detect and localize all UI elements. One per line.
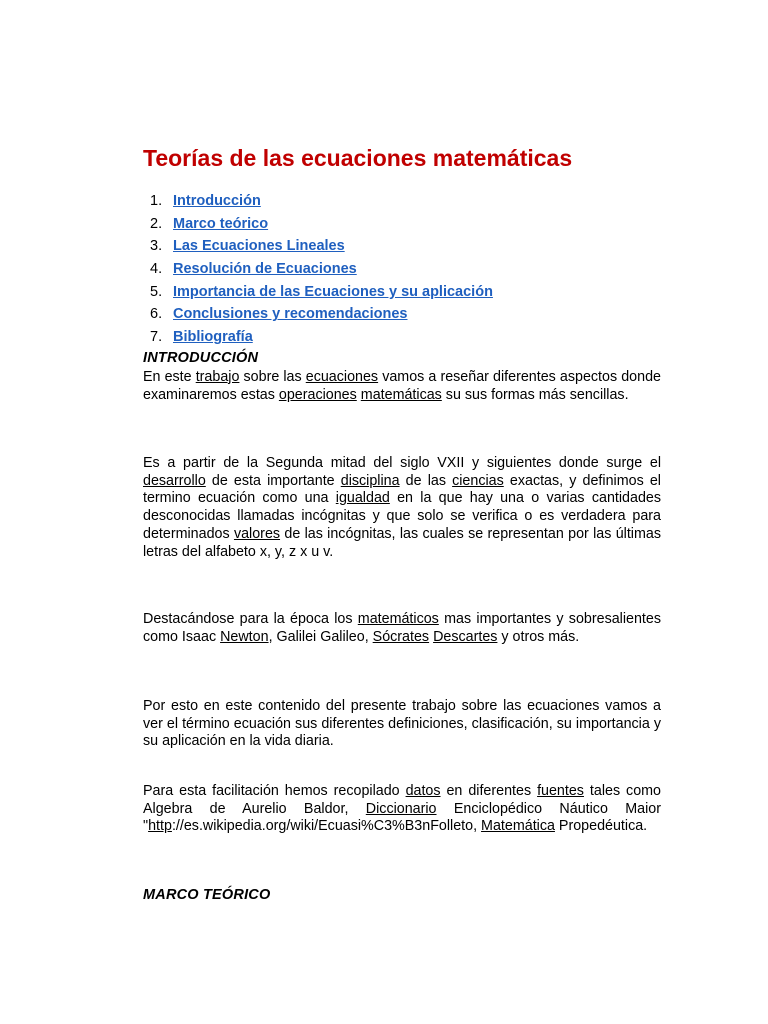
document-title: Teorías de las ecuaciones matemáticas — [143, 145, 573, 171]
toc-number: 2. — [150, 215, 163, 232]
section-heading-introduccion: INTRODUCCIÓN — [143, 350, 259, 366]
paragraph-text: Es a partir de la Segunda mitad del siglo VXII y siguientes donde surge el — [143, 455, 661, 471]
link-matematicas[interactable]: matemáticas — [360, 386, 442, 403]
intro-paragraph-4 — [143, 698, 661, 751]
paragraph-text: Por esto en este contenido del presente trabajo sobre las ecuaciones vamos a ver el término ecuación sus diferentes definiciones, clasificación, su importancia y su aplicación en la vida diaria. — [143, 698, 661, 750]
section-heading-marco-teorico: MARCO TEÓRICO — [143, 887, 271, 903]
paragraph-text: , Galilei Galileo, — [268, 628, 373, 645]
intro-paragraph-5 — [143, 783, 661, 836]
paragraph-text: en diferentes — [440, 783, 538, 799]
toc-link-introduccion[interactable]: Introducción — [173, 193, 261, 209]
link-http[interactable]: http — [148, 818, 172, 835]
toc-item-bibliografia — [150, 327, 493, 350]
link-fuentes[interactable]: fuentes — [537, 783, 584, 799]
toc-link-ecuaciones-lineales[interactable]: Las Ecuaciones Lineales — [173, 238, 345, 255]
intro-paragraph-3 — [143, 611, 661, 646]
toc-link-importancia[interactable]: Importancia de las Ecuaciones y su aplicación — [173, 283, 493, 300]
toc-number: 7. — [150, 329, 163, 346]
paragraph-text: y otros más. — [497, 628, 580, 645]
intro-paragraph-2 — [143, 455, 661, 561]
link-datos[interactable]: datos — [405, 783, 441, 799]
paragraph-text: En este — [143, 369, 196, 385]
link-ciencias[interactable]: ciencias — [452, 472, 504, 489]
paragraph-text: Para esta facilitación hemos recopilado — [143, 783, 406, 799]
paragraph-text: tales como Algebra de Aurelio Baldor, — [143, 783, 662, 817]
paragraph-text: mas importantes y sobresalientes como Isaac — [143, 611, 661, 645]
link-matematica[interactable]: Matemática — [481, 818, 555, 835]
toc-item-resolucion — [150, 259, 493, 282]
link-trabajo[interactable]: trabajo — [195, 369, 240, 385]
link-socrates[interactable]: Sócrates — [372, 628, 430, 645]
paragraph-text: exactas, y definimos el termino ecuación como una — [143, 472, 661, 507]
paragraph-text: en la que hay una o varias cantidades desconocidas llamadas incógnitas y que solo se verifica o es verdadera para determinados — [143, 490, 661, 542]
paragraph-text: su sus formas más sencillas. — [441, 386, 629, 403]
link-matematicos[interactable]: matemáticos — [357, 611, 439, 627]
toc-number: 6. — [150, 306, 163, 323]
paragraph-text: de esta importante — [205, 472, 341, 489]
toc-link-marco-teorico[interactable]: Marco teórico — [173, 215, 269, 232]
paragraph-text: vamos a reseñar diferentes aspectos donde examinaremos estas — [143, 369, 661, 403]
link-igualdad[interactable]: igualdad — [335, 490, 390, 507]
link-operaciones[interactable]: operaciones — [278, 386, 357, 403]
link-diccionario[interactable]: Diccionario — [365, 800, 437, 817]
toc-number: 4. — [150, 261, 163, 278]
paragraph-text: de las — [399, 472, 453, 489]
toc-link-conclusiones[interactable]: Conclusiones y recomendaciones — [173, 306, 408, 323]
paragraph-text: Propedéutica. — [554, 818, 648, 835]
paragraph-text: Destacándose para la época los — [143, 611, 358, 627]
toc-number: 3. — [150, 238, 163, 255]
link-newton[interactable]: Newton — [220, 628, 269, 645]
paragraph-text: Enciclopédico Náutico Maior " — [143, 800, 661, 835]
link-disciplina[interactable]: disciplina — [340, 472, 400, 489]
toc-item-introduccion — [150, 191, 493, 214]
paragraph-text: ://es.wikipedia.org/wiki/Ecuasi%C3%B3nFolleto, — [171, 818, 482, 835]
toc-link-bibliografia[interactable]: Bibliografía — [173, 329, 253, 346]
toc-item-conclusiones — [150, 304, 493, 327]
table-of-contents — [150, 191, 493, 350]
link-ecuaciones[interactable]: ecuaciones — [305, 369, 379, 385]
paragraph-text: de las incógnitas, las cuales se representan por las últimas letras del alfabeto x, y, z x u v. — [143, 525, 661, 560]
link-valores[interactable]: valores — [233, 525, 281, 542]
link-descartes[interactable]: Descartes — [433, 628, 498, 645]
link-desarrollo[interactable]: desarrollo — [143, 472, 206, 489]
intro-paragraph-1 — [143, 369, 661, 404]
toc-item-importancia — [150, 282, 493, 305]
toc-link-resolucion[interactable]: Resolución de Ecuaciones — [173, 261, 357, 278]
toc-item-ecuaciones-lineales — [150, 236, 493, 259]
toc-number: 1. — [150, 193, 163, 209]
paragraph-text: sobre las — [239, 369, 306, 385]
toc-item-marco-teorico — [150, 214, 493, 237]
toc-number: 5. — [150, 283, 163, 300]
